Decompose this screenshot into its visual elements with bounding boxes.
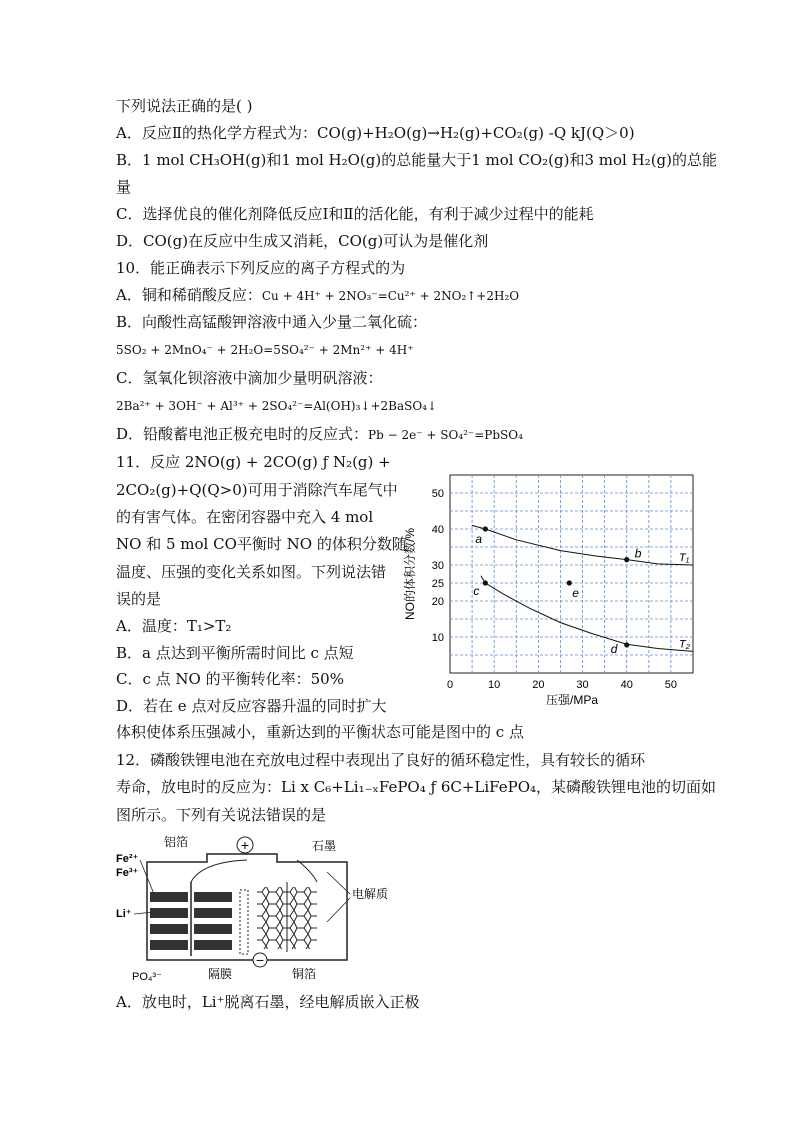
positive-terminal-symbol: + — [240, 837, 250, 853]
label-li: Li⁺ — [116, 908, 132, 920]
q10-option-c-label: C．氢氧化钡溶液中滴加少量明矾溶液： — [116, 369, 383, 387]
point-label-a: a — [475, 532, 483, 546]
q11-option-c: C．c 点 NO 的平衡转化率：50% — [116, 670, 344, 688]
negative-terminal-symbol: − — [255, 952, 265, 968]
q10-option-b-label: B．向酸性高锰酸钾溶液中通入少量二氧化硫： — [116, 313, 428, 331]
separator-membrane — [240, 890, 248, 954]
q9-stem: 下列说法正确的是( ) — [116, 97, 253, 115]
chart-x-axis-label: 压强/MPa — [545, 693, 599, 707]
x-tick-label: 40 — [620, 679, 633, 691]
y-tick-label: 40 — [431, 524, 444, 536]
point-a — [483, 526, 488, 531]
q12-stem-line2: 寿命，放电时的反应为：Li x C₆+Li₁₋ₓFePO₄ ƒ 6C+LiFePO₄，某磷酸铁锂电池的切面如 — [116, 778, 717, 796]
x-tick-label: 30 — [576, 679, 589, 691]
q10-option-a-equation: Cu + 4H⁺ + 2NO₃⁻=Cu²⁺ + 2NO₂↑+2H₂O — [261, 289, 520, 303]
point-label-d: d — [610, 641, 618, 656]
label-separator: 隔膜 — [208, 967, 233, 981]
y-tick-label: 10 — [431, 632, 444, 644]
q9-option-d: D．CO(g)在反应中生成又消耗，CO(g)可认为是催化剂 — [116, 232, 489, 250]
series-label-2: T₂ — [679, 638, 690, 651]
point-d — [624, 642, 629, 647]
chart-grid — [450, 475, 693, 673]
chart-plot-frame — [450, 475, 693, 673]
x-tick-label: 50 — [664, 679, 678, 691]
q10-option-d-label: D．铅酸蓄电池正极充电时的反应式： — [116, 425, 369, 443]
series-label-1: T₁ — [679, 552, 690, 564]
q10-option-a — [116, 285, 519, 306]
point-b — [624, 557, 629, 562]
q9-option-b-line2: 量 — [116, 178, 132, 196]
point-label-b: b — [634, 546, 642, 561]
y-tick-label: 50 — [431, 488, 444, 500]
x-tick-label: 10 — [488, 679, 501, 691]
q10-option-c-equation: 2Ba²⁺ + 3OH⁻ + Al³⁺ + 2SO₄²⁻=Al(OH)₃↓+2BaSO₄↓ — [116, 399, 438, 413]
q11-option-d-line1: D．若在 e 点对反应容器升温的同时扩大 — [116, 697, 387, 715]
q11-option-d-line2: 体积使体系压强减小，重新达到的平衡状态可能是图中的 c 点 — [116, 723, 524, 741]
battery-diagram — [112, 832, 392, 987]
q11-stem-line3: 的有害气体。在密闭容器中充入 4 mol — [116, 508, 374, 526]
q9-option-b-line1: B．1 mol CH₃OH(g)和1 mol H₂O(g)的总能量大于1 mol CO₂(g)和3 mol H₂(g)的总能 — [116, 151, 717, 169]
label-fe2: Fe²⁺ — [116, 853, 139, 865]
q11-stem-line4: NO 和 5 mol CO平衡时 NO 的体积分数随 — [116, 535, 407, 553]
point-c — [483, 580, 488, 585]
y-tick-label: 30 — [431, 560, 444, 572]
no-fraction-chart — [400, 470, 710, 710]
q9-option-a-label: A．反应Ⅱ的热化学方程式为： — [116, 124, 318, 142]
label-po4: PO₄³⁻ — [132, 971, 162, 983]
q11-option-b: B．a 点达到平衡所需时间比 c 点短 — [116, 644, 354, 662]
q9-option-a — [116, 123, 635, 143]
point-label-c: c — [473, 584, 480, 598]
chart-y-axis-label: NO的体积分数/% — [403, 527, 417, 621]
chart-ticks — [432, 488, 677, 691]
q11-stem-line2: 2CO₂(g)+Q(Q>0)可用于消除汽车尾气中 — [116, 481, 398, 499]
point-e — [567, 580, 572, 585]
q10-option-d-equation: Pb − 2e⁻ + SO₄²⁻=PbSO₄ — [368, 428, 523, 442]
label-fe3: Fe³⁺ — [116, 867, 139, 879]
y-tick-label: 25 — [431, 578, 444, 590]
x-tick-label: 0 — [446, 679, 454, 691]
label-aluminum-foil: 铝箔 — [164, 835, 189, 849]
q10-option-d — [116, 424, 523, 445]
q10-option-a-label: A．铜和稀硝酸反应： — [116, 286, 262, 304]
q11-stem-line1: 11．反应 2NO(g) + 2CO(g) ƒ N₂(g) + — [116, 453, 391, 471]
x-tick-label: 20 — [532, 679, 545, 691]
label-graphite: 石墨 — [312, 839, 337, 853]
series-line-2 — [481, 576, 693, 652]
q12-stem-line3: 图所示。下列有关说法错误的是 — [116, 806, 327, 824]
q10-option-b-equation: 5SO₂ + 2MnO₄⁻ + 2H₂O=5SO₄²⁻ + 2Mn²⁺ + 4H⁺ — [116, 343, 414, 357]
q9-option-c: C．选择优良的催化剂降低反应Ⅰ和Ⅱ的活化能，有利于减少过程中的能耗 — [116, 205, 594, 223]
y-tick-label: 20 — [431, 596, 444, 608]
label-electrolyte: 电解质 — [352, 887, 389, 901]
q9-option-a-equation: CO(g)+H₂O(g)→H₂(g)+CO₂(g) -Q kJ(Q＞0) — [317, 124, 635, 142]
point-label-e: e — [572, 586, 579, 600]
q12-option-a: A．放电时，Li⁺脱离石墨，经电解质嵌入正极 — [116, 993, 420, 1011]
q11-stem-line6: 误的是 — [116, 590, 162, 608]
q10-stem: 10．能正确表示下列反应的离子方程式的为 — [116, 259, 406, 277]
q12-stem-line1: 12．磷酸铁锂电池在充放电过程中表现出了良好的循环稳定性，具有较长的循环 — [116, 751, 646, 769]
q11-option-a: A．温度：T₁>T₂ — [116, 617, 232, 635]
q11-stem-line5: 温度、压强的变化关系如图。下列说法错 — [116, 563, 387, 581]
label-copper-foil: 铜箔 — [292, 967, 317, 981]
